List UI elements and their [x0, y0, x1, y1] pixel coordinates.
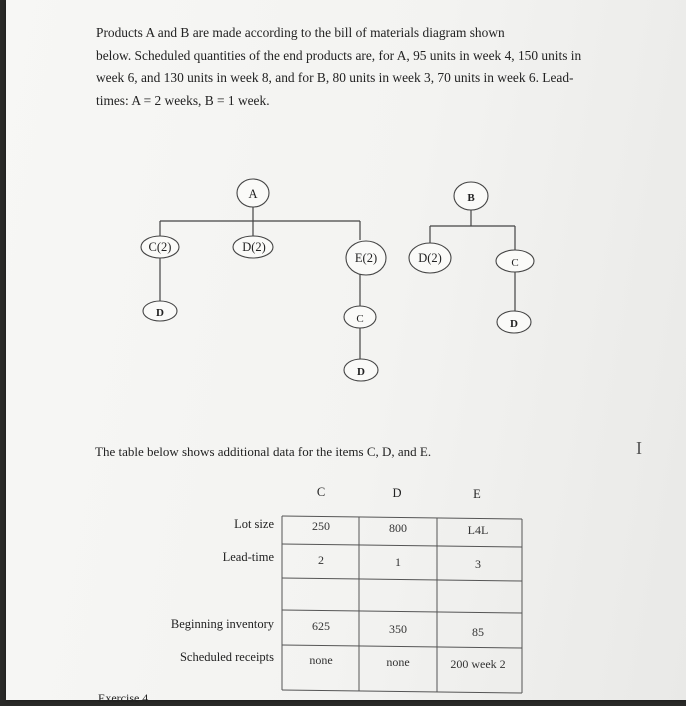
- statement-line: week 6, and 130 units in week 8, and for B, 80 units in week 3, 70 units in week 6. Lead-: [96, 70, 574, 85]
- statement-line: below. Scheduled quantities of the end products are, for A, 95 units in week 4, 150 units in: [96, 47, 582, 63]
- statement-line: Products A and B are made according to the bill of materials diagram shown: [96, 25, 505, 40]
- node-label: D: [510, 318, 518, 330]
- table-cell: none: [386, 655, 410, 669]
- table-intro: The table below shows additional data for the items C, D, and E.: [95, 444, 432, 459]
- table-cell: none: [309, 653, 333, 667]
- bill-of-materials-diagram: [6, 0, 686, 420]
- node-label: E(2): [354, 251, 378, 265]
- node-label: D(2): [242, 240, 266, 254]
- col-header-d: D: [392, 486, 402, 500]
- node-label: C(2): [148, 240, 172, 254]
- row-label-lot-size: Lot size: [234, 517, 274, 531]
- node-label: D: [357, 366, 365, 378]
- row-label-lead-time: Lead-time: [222, 550, 274, 564]
- table-cell: L4L: [467, 523, 489, 537]
- table-cell: 85: [472, 625, 484, 639]
- col-header-e: E: [473, 487, 481, 501]
- table-cell: 800: [389, 521, 407, 535]
- statement-line: times: A = 2 weeks, B = 1 week.: [96, 92, 270, 108]
- table-cell: 200 week 2: [450, 657, 506, 671]
- next-section-fragment: Exercise 4: [98, 691, 149, 705]
- col-header-c: C: [316, 485, 326, 499]
- node-label: C: [356, 313, 364, 325]
- table-cell: 2: [318, 553, 324, 567]
- table-cell: 625: [312, 619, 330, 633]
- node-label: D(2): [418, 251, 442, 265]
- table-cell: 3: [475, 557, 481, 571]
- table-cell: 250: [312, 519, 330, 533]
- node-label: C: [511, 257, 519, 269]
- node-label: A: [248, 187, 258, 201]
- node-label: D: [156, 307, 164, 319]
- row-label-beginning-inventory: Beginning inventory: [170, 617, 274, 631]
- node-label: B: [467, 192, 475, 204]
- document-page: [6, 0, 686, 705]
- row-label-scheduled-receipts: Scheduled receipts: [179, 650, 274, 664]
- table-cell: 350: [389, 622, 407, 636]
- text-cursor-icon: I: [636, 438, 642, 458]
- table-cell: 1: [395, 555, 401, 569]
